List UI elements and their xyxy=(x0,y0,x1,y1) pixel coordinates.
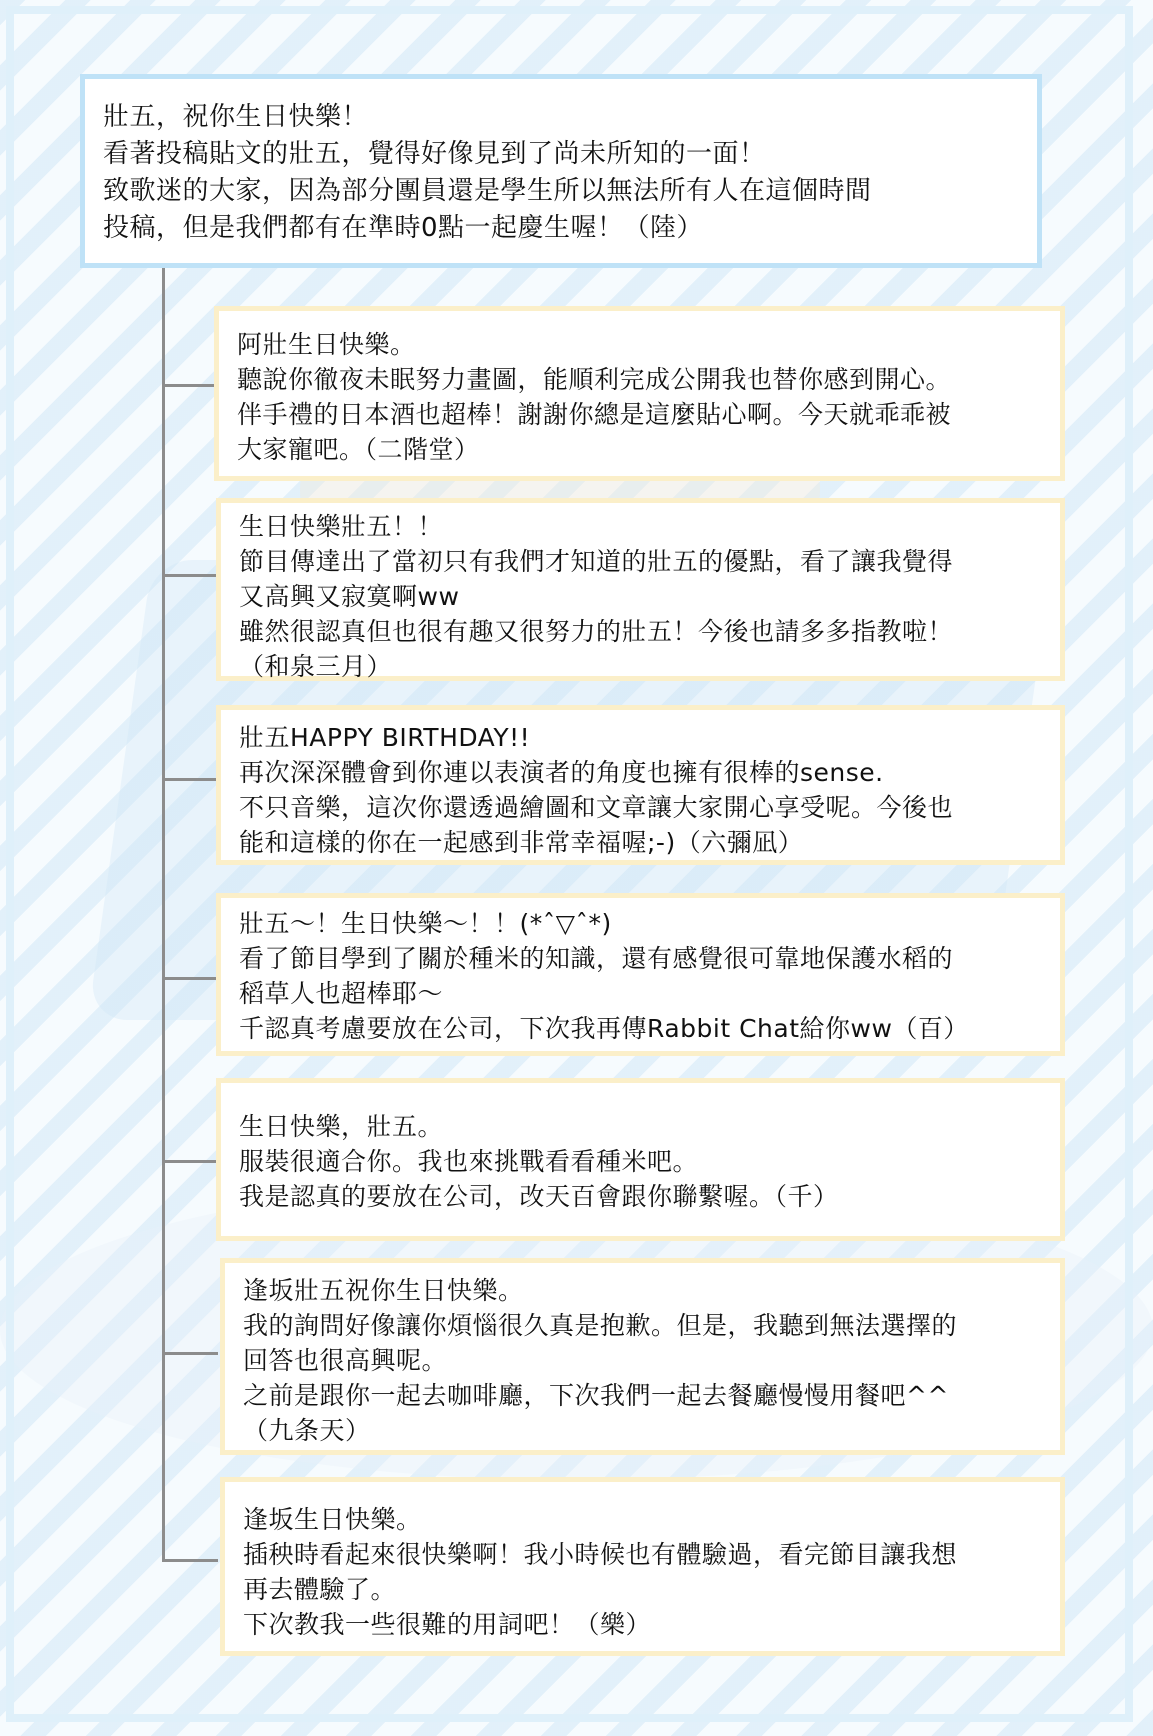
thread-connector-branch xyxy=(162,778,218,781)
reply-line: 聽說你徹夜未眠努力畫圖，能順利完成公開我也替你感到開心。 xyxy=(237,365,952,394)
thread-connector-vertical xyxy=(162,266,165,1562)
reply-line: 壯五～！生日快樂～！！(*ˆ▽ˆ*) xyxy=(239,909,612,938)
main-message-line: 致歌迷的大家，因為部分團員還是學生所以無法所有人在這個時間 xyxy=(103,176,872,206)
main-message-line: 投稿，但是我們都有在準時0點一起慶生喔！（陸） xyxy=(103,213,704,243)
reply-line: 下次教我一些很難的用詞吧！（樂） xyxy=(243,1610,652,1639)
reply-line: 再次深深體會到你連以表演者的角度也擁有很棒的sense. xyxy=(239,758,884,787)
reply-line: 生日快樂壯五！！ xyxy=(239,512,444,541)
reply-card-nikaido xyxy=(214,306,1065,481)
reply-line: 我的詢問好像讓你煩惱很久真是抱歉。但是，我聽到無法選擇的 xyxy=(243,1311,958,1340)
reply-card-gaku xyxy=(220,1477,1065,1656)
thread-connector-branch xyxy=(162,1352,218,1355)
reply-line: 再去體驗了。 xyxy=(243,1575,397,1604)
reply-line: 能和這樣的你在一起感到非常幸福喔;-)（六彌凪） xyxy=(239,828,804,857)
reply-line: 稻草人也超棒耶～ xyxy=(239,979,444,1008)
reply-line: 生日快樂，壯五。 xyxy=(239,1112,444,1141)
reply-line: 又高興又寂寞啊ww xyxy=(239,582,460,611)
reply-line: 插秧時看起來很快樂啊！我小時候也有體驗過，看完節目讓我想 xyxy=(243,1540,958,1569)
reply-line: 之前是跟你一起去咖啡廳，下次我們一起去餐廳慢慢用餐吧^^ xyxy=(243,1381,949,1410)
thread-connector-branch xyxy=(162,384,218,387)
reply-line: 伴手禮的日本酒也超棒！謝謝你總是這麼貼心啊。今天就乖乖被 xyxy=(237,400,952,429)
reply-line: 千認真考慮要放在公司，下次我再傳Rabbit Chat給你ww（百） xyxy=(239,1014,969,1043)
reply-line: 壯五HAPPY BIRTHDAY!! xyxy=(239,723,531,752)
reply-card-rokuya-nagi xyxy=(216,705,1065,865)
main-message-line: 壯五，祝你生日快樂！ xyxy=(103,102,369,132)
reply-line: 逢坂生日快樂。 xyxy=(243,1505,422,1534)
reply-line: 節目傳達出了當初只有我們才知道的壯五的優點，看了讓我覺得 xyxy=(239,547,954,576)
main-message-line: 看著投稿貼文的壯五，覺得好像見到了尚未所知的一面！ xyxy=(103,139,766,169)
reply-line: 大家寵吧。（二階堂） xyxy=(237,435,480,464)
reply-card-kujo-ten xyxy=(220,1258,1065,1455)
main-message-card xyxy=(80,74,1042,268)
reply-line: 看了節目學到了關於種米的知識，還有感覺很可靠地保護水稻的 xyxy=(239,944,954,973)
reply-card-yuki xyxy=(216,1078,1065,1241)
reply-line: （九条天） xyxy=(243,1416,371,1445)
thread-connector-branch xyxy=(162,1559,218,1562)
reply-line: （和泉三月） xyxy=(239,652,393,681)
reply-line: 不只音樂，這次你還透過繪圖和文章讓大家開心享受呢。今後也 xyxy=(239,793,954,822)
reply-line: 服裝很適合你。我也來挑戰看看種米吧。 xyxy=(239,1147,699,1176)
reply-line: 逢坂壯五祝你生日快樂。 xyxy=(243,1276,524,1305)
thread-connector-branch xyxy=(162,1160,218,1163)
reply-card-izumi-mitsuki xyxy=(216,498,1065,681)
reply-line: 阿壯生日快樂。 xyxy=(237,330,416,359)
reply-line: 雖然很認真但也很有趣又很努力的壯五！今後也請多多指教啦！ xyxy=(239,617,954,646)
thread-connector-branch xyxy=(162,977,218,980)
reply-card-momo xyxy=(216,893,1065,1056)
thread-connector-branch xyxy=(162,574,218,577)
reply-line: 回答也很高興呢。 xyxy=(243,1346,448,1375)
reply-line: 我是認真的要放在公司，改天百會跟你聯繫喔。（千） xyxy=(239,1182,839,1211)
